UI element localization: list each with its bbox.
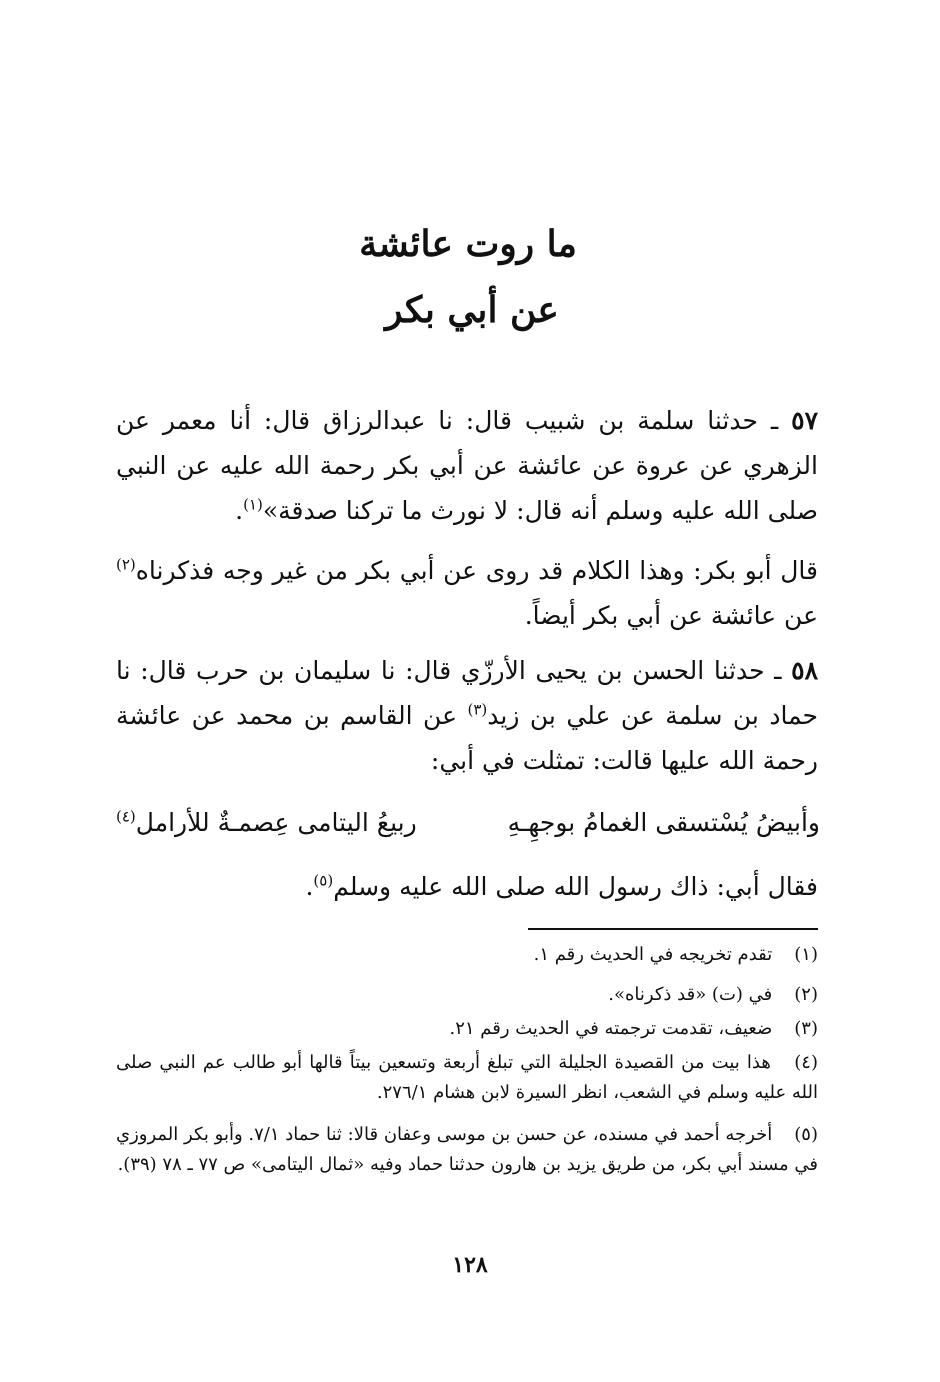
footnote-separator: [528, 928, 818, 930]
footnote-ref: (٢): [116, 555, 136, 574]
poetry-verse: [116, 798, 820, 848]
footnote-text: هذا بيت من القصيدة الجليلة التي تبلغ أربعة وتسعين بيتاً قالها أبو طالب عم النبي صلى الله عليه وسلم في الشعب، انظر السيرة لابن هشام ٢٧٦/١.: [116, 1052, 818, 1103]
footnote-number: (٣): [794, 1018, 818, 1039]
hadith-number: ٥٨: [791, 656, 818, 685]
sentence-end: .: [235, 496, 244, 525]
verse-second-hemistich: ربيعُ اليتامى عِصمـةٌ للأرامل: [135, 808, 417, 837]
chapter-title-line-1: ما روت عائشة: [359, 223, 577, 265]
footnote-3: [116, 1014, 818, 1044]
footnote-number: (١): [794, 944, 818, 965]
footnote-2: [116, 980, 818, 1010]
footnote-text: تقدم تخريجه في الحديث رقم ١.: [533, 944, 773, 965]
footnote-text: في (ت) «قد ذكرناه».: [608, 984, 773, 1005]
note-text: قال أبو بكر: وهذا الكلام قد روى عن أبي بكر من غير وجه فذكرناه: [135, 556, 818, 585]
sentence-end: .: [305, 872, 314, 901]
hadith-number: ٥٧: [791, 406, 818, 435]
footnote-4: [116, 1048, 818, 1108]
footnote-ref: (٥): [313, 871, 334, 890]
closing-text: فقال أبي: ذاك رسول الله صلى الله عليه وسلم: [333, 872, 818, 901]
footnote-ref: (٤): [116, 807, 136, 826]
footnote-number: (٥): [794, 1124, 818, 1145]
footnote-ref: (١): [243, 495, 263, 514]
hadith-58-paragraph: [116, 648, 818, 783]
footnote-5: [116, 1120, 818, 1180]
chapter-title-line-2: عن أبي بكر: [385, 289, 559, 331]
hadith-57-paragraph: [116, 398, 818, 533]
footnote-ref: (٣): [467, 700, 488, 719]
footnote-text: ضعيف، تقدمت ترجمته في الحديث رقم ٢١.: [449, 1018, 773, 1039]
note-text-continued: عن عائشة عن أبي بكر أيضاً.: [524, 601, 818, 630]
footnote-text: أخرجه أحمد في مسنده، عن حسن بن موسى وعفان قالا: ثنا حماد ٧/١. وأبو بكر المروزي في مسند أبي بكر، من طريق يزيد بن هارون حدثنا حماد وفيه «ثمال اليتامى» ص ٧٧ ـ ٧٨ (٣٩).: [116, 1124, 818, 1175]
page-number: ١٢٨: [452, 1252, 488, 1278]
footnote-number: (٤): [794, 1052, 818, 1073]
verse-first-hemistich: وأبيضُ يُسْتسقى الغمامُ بوجهِـهِ: [507, 808, 820, 837]
hadith-text-continued: عن القاسم بن محمد عن عائشة رحمة الله عليها قالت: تمثلت في أبي:: [116, 701, 818, 775]
author-note-paragraph: [116, 548, 818, 638]
footnote-1: [116, 940, 818, 970]
closing-paragraph: [116, 864, 818, 909]
hadith-text: ـ حدثنا الحسن بن يحيى الأرزّي قال: نا سليمان بن حرب قال: نا حماد بن سلمة عن علي بن زيد: [116, 656, 818, 730]
hadith-text: ـ حدثنا سلمة بن شبيب قال: نا عبدالرزاق قال: أنا معمر عن الزهري عن عروة عن عائشة عن أبي بكر رحمة الله عليه عن النبي صلى الله عليه وسلم أنه قال: لا نورث ما تركنا صدقة»: [116, 406, 818, 525]
footnote-number: (٢): [794, 984, 818, 1005]
verse-second-hemistich-wrap: [116, 798, 417, 848]
